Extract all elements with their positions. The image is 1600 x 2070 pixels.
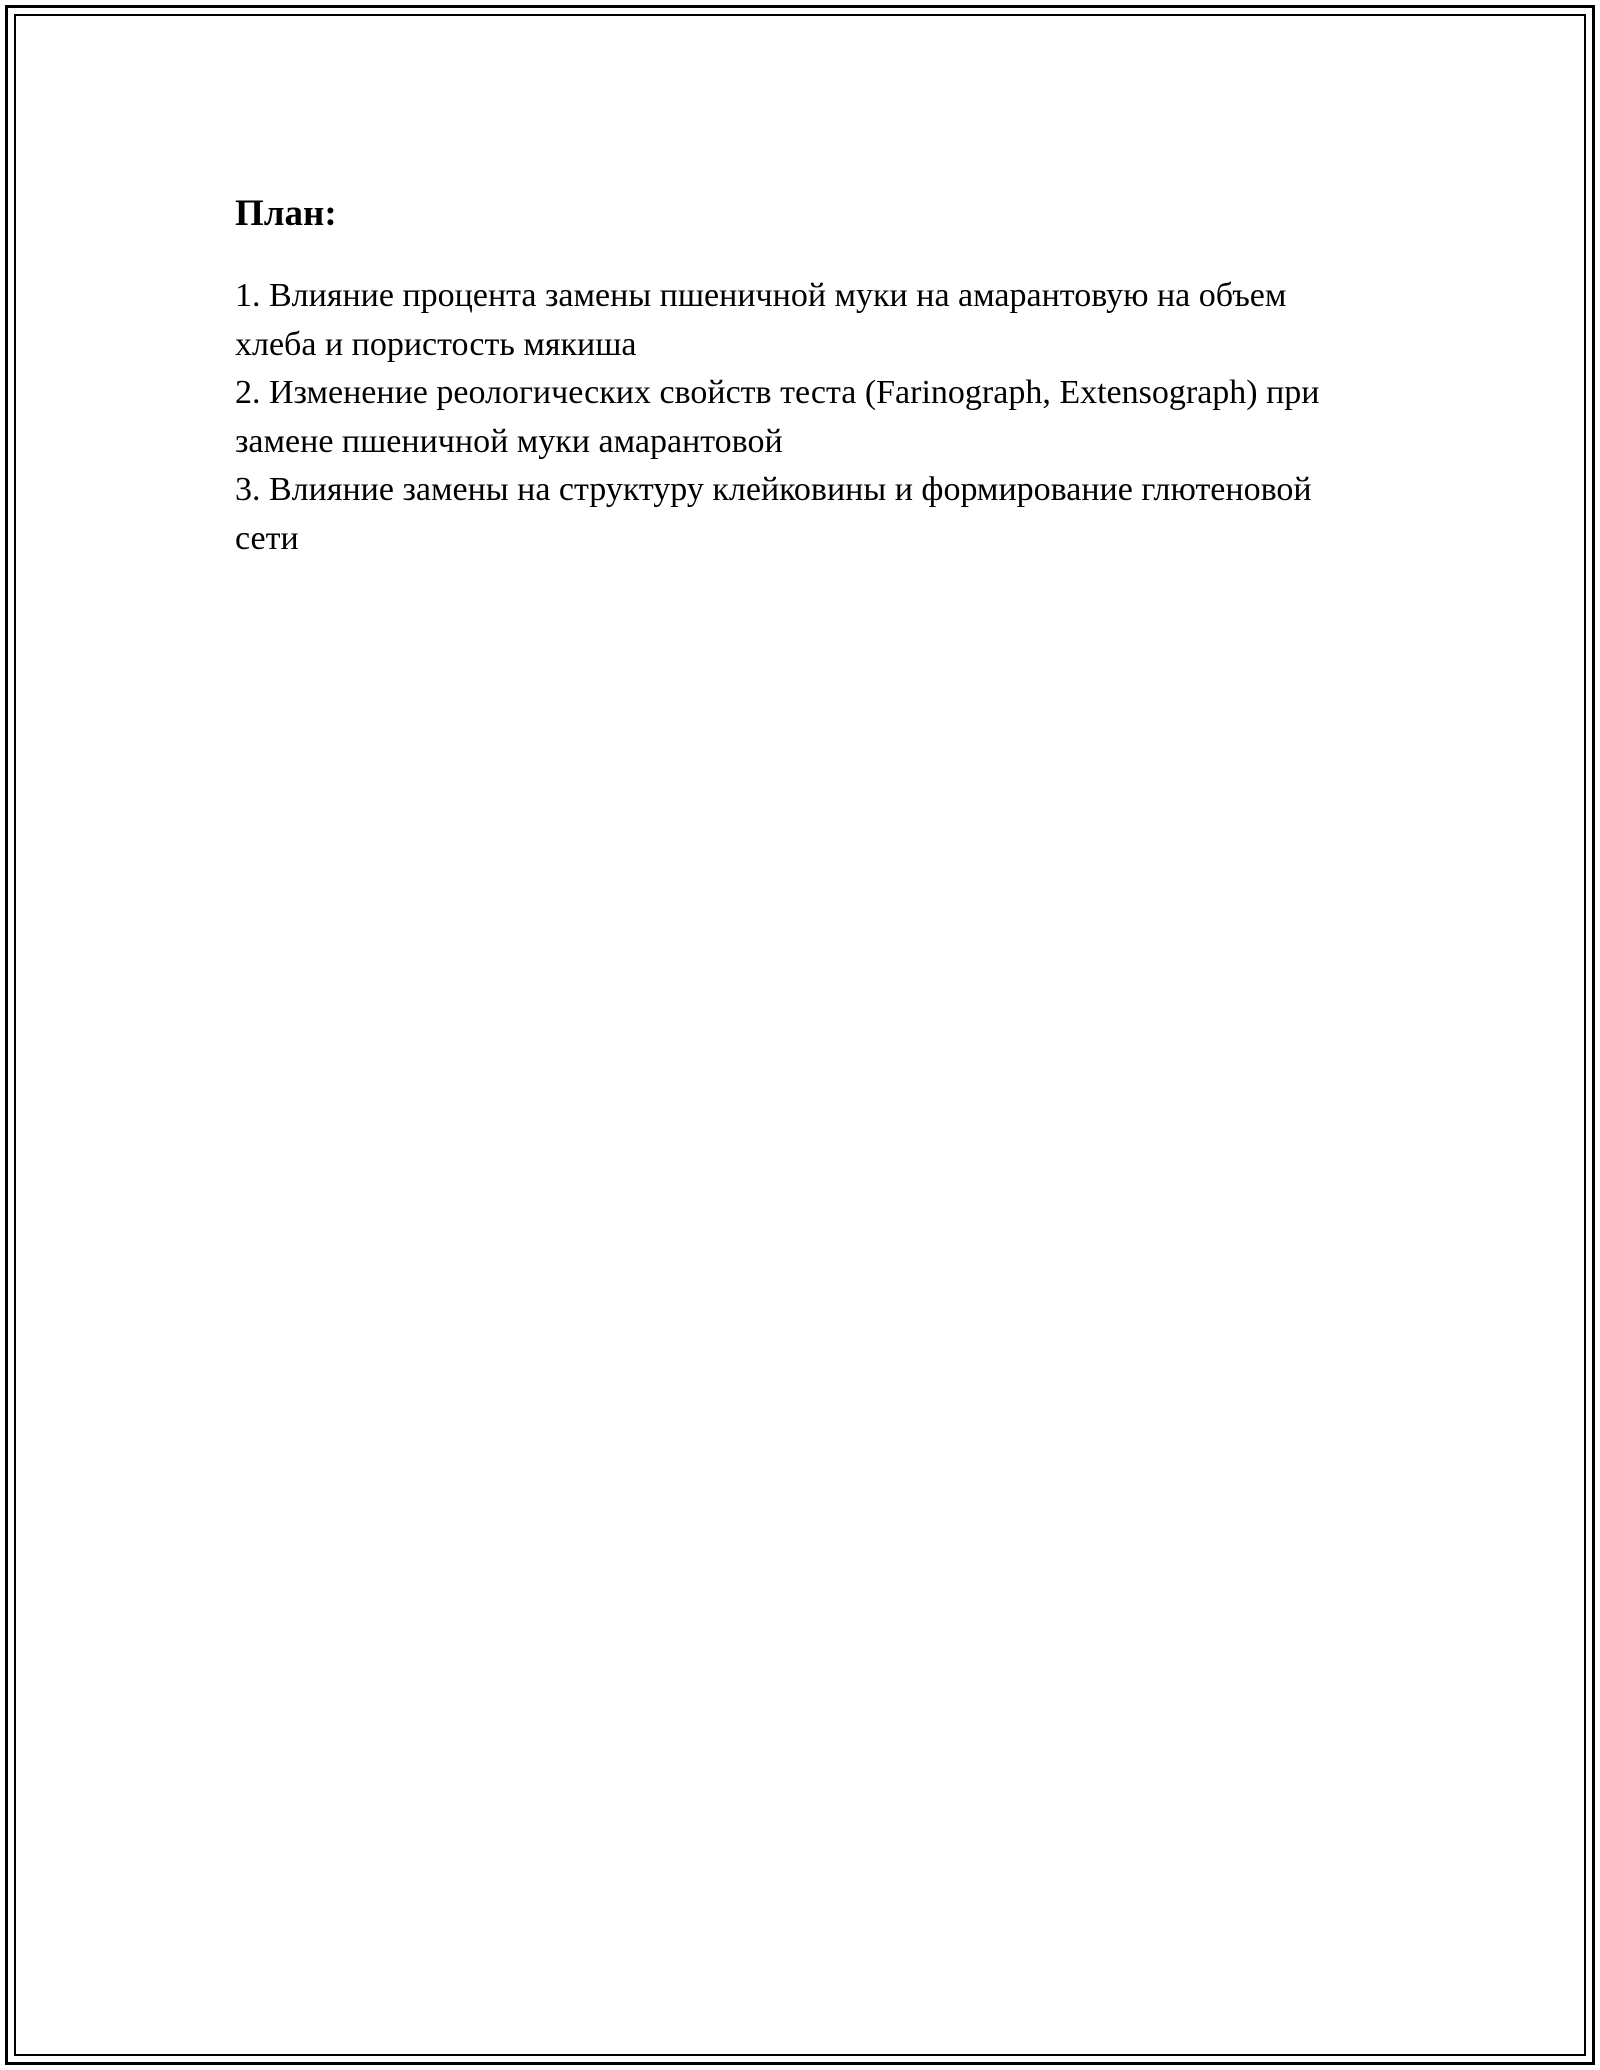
plan-item-2: 2. Изменение реологических свойств теста (Farinograph, Extensograph) при замене пшеничной муки амарантовой <box>235 374 1320 460</box>
document-body <box>235 190 1355 563</box>
plan-item-3: 3. Влияние замены на структуру клейковины и формирование глютеновой сети <box>235 471 1312 557</box>
plan-item-1: 1. Влияние процента замены пшеничной муки на амарантовую на объем хлеба и пористость мякиша <box>235 277 1287 363</box>
page-title: План: <box>235 193 337 234</box>
plan-list <box>235 272 1355 563</box>
